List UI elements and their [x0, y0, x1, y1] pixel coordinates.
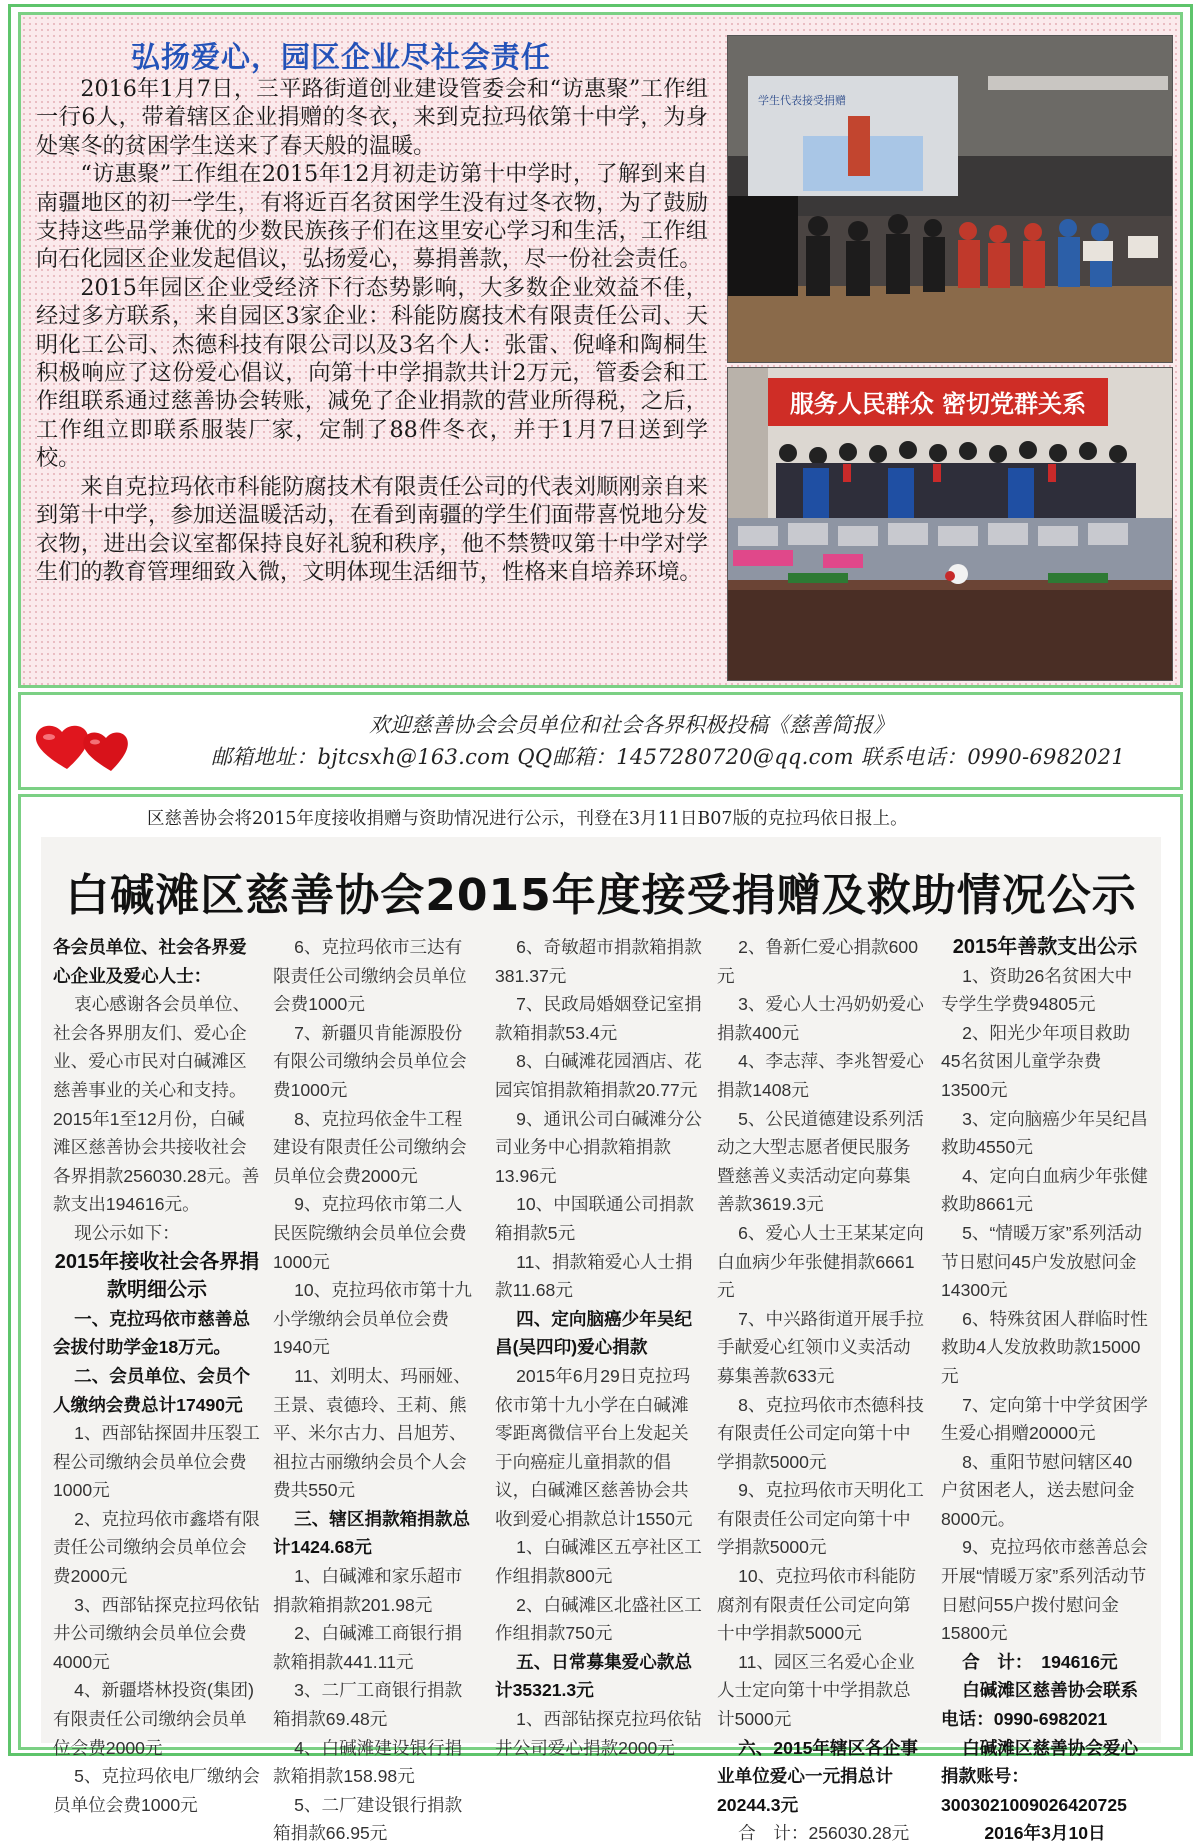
- article-body: [36, 75, 708, 586]
- notice-entry: 2、白碱滩区北盛社区工作组捐款750元: [495, 1594, 702, 1644]
- hearts-icon: [29, 715, 149, 775]
- notice-entry: 1、资助26名贫困大中专学生学费94805元: [941, 965, 1133, 1015]
- notice-entry: 六、2015年辖区各企事业单位爱心一元捐总计20244.3元: [717, 1737, 918, 1815]
- submission-invite: 欢迎慈善协会会员单位和社会各界积极投稿《慈善简报》: [369, 713, 894, 737]
- article-paragraph: 2016年1月7日，三平路街道创业建设管委会和“访惠聚”工作组一行6人，带着辖区企业捐赠的冬衣，来到克拉玛依第十中学，为身处寒冬的贫困学生送来了春天般的温暖。: [36, 76, 708, 159]
- notice-entry: 2015年善款支出公示: [952, 936, 1138, 958]
- notice-entry: 4、新疆塔林投资(集团)有限责任公司缴纳会员单位会费2000元: [53, 1680, 254, 1758]
- donation-ceremony-photo: [727, 35, 1173, 363]
- notice-entry: 11、园区三名爱心企业人士定向第十中学捐款总计5000元: [717, 1651, 915, 1730]
- notice-entry: 8、白碱滩花园酒店、花园宾馆捐款箱捐款20.77元: [495, 1051, 702, 1100]
- notice-entry: 10、中国联通公司捐款箱捐款5元: [495, 1194, 695, 1243]
- notice-entry: 各会员单位、社会各界爱心企业及爱心人士：: [53, 937, 247, 986]
- article-paragraph: 来自克拉玛依市科能防腐技术有限责任公司的代表刘顺刚亲自来到第十中学，参加送温暖活动，在看到南疆的学生们面带喜悦地分发衣物，进出会议室都保持良好礼貌和秩序，他不禁赞叹第十中学对学生们的教育管理细致入微，文明体现生活细节，性格来自培养环境。: [36, 473, 708, 585]
- notice-entry: 3、爱心人士冯奶奶爱心捐款400元: [717, 994, 924, 1043]
- contact-section: [18, 692, 1183, 790]
- notice-entry: 10、克拉玛依市科能防腐剂有限责任公司定向第十中学捐款5000元: [717, 1566, 917, 1644]
- notice-entry: 2015年接收社会各界捐款明细公示: [54, 1250, 260, 1302]
- notice-entry: 2015年6月29日克拉玛依市第十九小学在白碱滩零距离微信平台上发起关于向癌症儿童捐款的倡议，白碱滩区慈善协会共收到爱心捐款总计1550元: [495, 1365, 693, 1529]
- notice-entry: 五、日常募集爱心款总计35321.3元: [495, 1651, 693, 1701]
- notice-entry: 三、辖区捐款箱捐款总计1424.68元: [273, 1508, 471, 1558]
- notice-entry: 合 计：256030.28元: [738, 1823, 910, 1844]
- notice-entry: 9、通讯公司白碱滩分公司业务中心捐款箱捐款13.96元: [495, 1108, 702, 1186]
- notice-entry: 现公示如下：: [74, 1222, 180, 1243]
- notice-entry: 2、鲁新仁爱心捐款600元: [717, 937, 918, 986]
- notice-entry: 5、公民道德建设系列活动之大型志愿者便民服务暨慈善义卖活动定向募集善款3619.3元: [717, 1108, 924, 1215]
- contact-info: 邮箱地址：bjtcsxh@163.com QQ邮箱：1457280720@qq.com 联系电话：0990-6982021: [211, 745, 1126, 769]
- notice-entry: 11、刘明太、玛丽娅、王景、袁德玲、王莉、熊平、米尔古力、吕旭芳、祖拉古丽缴纳会员个人会费共550元: [273, 1365, 471, 1501]
- article-title: 弘扬爱心，园区企业尽社会责任: [131, 40, 552, 74]
- notice-title: 白碱滩区慈善协会2015年度接受捐赠及救助情况公示: [65, 870, 1137, 921]
- notice-entry: 衷心感谢各会员单位、社会各界朋友们、爱心企业、爱心市民对白碱滩区慈善事业的关心和支持。2015年1至12月份，白碱滩区慈善协会共接收社会各界捐款256030.28元。善款支出194616元。: [53, 994, 260, 1215]
- notice-entry: 6、特殊贫困人群临时性救助4人发放救助款15000元: [941, 1308, 1148, 1386]
- notice-entry: 1、西部钻探固井压裂工程公司缴纳会员单位会费1000元: [53, 1423, 260, 1501]
- notice-entry: 白碱滩区慈善协会联系电话：0990-6982021: [941, 1680, 1139, 1730]
- notice-entry: 2016年3月10日: [984, 1823, 1106, 1844]
- notice-entry: 3、定向脑癌少年吴纪昌救助4550元: [941, 1108, 1148, 1158]
- notice-entry: 11、捐款箱爱心人士捐款11.68元: [495, 1251, 693, 1301]
- notice-column-4: [717, 933, 925, 1848]
- notice-entry: 8、克拉玛依市杰德科技有限责任公司定向第十中学捐款5000元: [717, 1394, 924, 1472]
- notice-entry: 7、新疆贝肯能源股份有限公司缴纳会员单位会费1000元: [273, 1022, 467, 1100]
- article-section: [18, 12, 1183, 688]
- notice-entry: 6、克拉玛依市三达有限责任公司缴纳会员单位会费1000元: [273, 937, 467, 1015]
- notice-entry: 6、奇敏超市捐款箱捐款381.37元: [495, 937, 702, 986]
- notice-entry: 7、中兴路街道开展手拉手献爱心红领巾义卖活动募集善款633元: [717, 1308, 924, 1386]
- notice-entry: 四、定向脑癌少年吴纪昌(吴四印)爱心捐款: [495, 1308, 693, 1358]
- notice-entry: 4、白碱滩建设银行捐款箱捐款158.98元: [273, 1737, 463, 1787]
- notice-column-2: [273, 933, 479, 1848]
- notice-entry: 8、重阳节慰问辖区40户贫困老人，送去慰问金8000元。: [941, 1451, 1135, 1529]
- notice-entry: 4、李志萍、李兆智爱心捐款1408元: [717, 1051, 924, 1100]
- notice-entry: 一、克拉玛依市慈善总会拔付助学金18万元。: [53, 1308, 251, 1358]
- notice-section: [18, 794, 1183, 1844]
- notice-entry: 7、民政局婚姻登记室捐款箱捐款53.4元: [495, 994, 702, 1043]
- notice-entry: 3、二厂工商银行捐款箱捐款69.48元: [273, 1680, 463, 1730]
- notice-entry: 1、白碱滩和家乐超市捐款箱捐款201.98元: [273, 1566, 463, 1615]
- notice-entry: 6、爱心人士王某某定向白血病少年张健捐款6661元: [717, 1222, 924, 1301]
- notice-entry: 2、克拉玛依市鑫塔有限责任公司缴纳会员单位会费2000元: [53, 1508, 260, 1587]
- notice-entry: 9、克拉玛依市慈善总会开展“情暖万家”系列活动节日慰问55户拨付慰问金15800元: [941, 1537, 1148, 1644]
- notice-column-3: [495, 933, 703, 1762]
- notice-entry: 5、“情暖万家”系列活动节日慰问45户发放慰问金14300元: [941, 1222, 1142, 1301]
- notice-entry: 3、西部钻探克拉玛依钻井公司缴纳会员单位会费4000元: [53, 1594, 260, 1672]
- notice-intro: 区慈善协会将2015年度接收捐赠与资助情况进行公示，刊登在3月11日B07版的克拉玛依日报上。: [147, 809, 908, 829]
- notice-entry: 4、定向白血病少年张健救助8661元: [941, 1165, 1148, 1215]
- notice-entry: 9、克拉玛依市第二人民医院缴纳会员单位会费1000元: [273, 1194, 467, 1272]
- notice-entry: 9、克拉玛依市天明化工有限责任公司定向第十中学捐款5000元: [717, 1480, 924, 1558]
- notice-entry: 8、克拉玛依金牛工程建设有限责任公司缴纳会员单位会费2000元: [273, 1108, 467, 1186]
- notice-entry: 1、西部钻探克拉玛依钻井公司爱心捐款2000元: [495, 1709, 702, 1758]
- notice-entry: 2、白碱滩工商银行捐款箱捐款441.11元: [273, 1623, 463, 1672]
- notice-entry: 7、定向第十中学贫困学生爱心捐赠20000元: [941, 1394, 1148, 1444]
- notice-entry: 1、白碱滩区五亭社区工作组捐款800元: [495, 1537, 702, 1587]
- notice-column-1: [53, 933, 261, 1819]
- notice-entry: 2、阳光少年项目救助45名贫困儿童学杂费13500元: [941, 1022, 1131, 1100]
- newspaper-clipping: [41, 837, 1161, 1844]
- banner-text: 服务人民群众 密切党群关系: [789, 390, 1087, 418]
- notice-column-5: [941, 933, 1149, 1848]
- article-paragraph: 2015年园区企业受经济下行态势影响，大多数企业效益不佳，经过多方联系，来自园区3家企业：科能防腐技术有限责任公司、天明化工公司、杰德科技有限公司以及3名个人：张雷、倪峰和陶桐生积极响应了这份爱心倡议，向第十中学捐款共计2万元，管委会和工作组联系通过慈善协会转账，减免了企业捐款的营业所得税，之后，工作组立即联系服装厂家，定制了88件冬衣，并于1月7日送到学校。: [36, 274, 708, 472]
- notice-entry: 白碱滩区慈善协会爱心捐款账号：3003021009026420725: [941, 1737, 1139, 1815]
- slide-caption: 学生代表接受捐赠: [758, 94, 846, 107]
- group-photo: [727, 367, 1173, 681]
- notice-entry: 合 计： 194616元: [962, 1651, 1118, 1672]
- notice-entry: 5、克拉玛依电厂缴纳会员单位会费1000元: [53, 1766, 260, 1815]
- notice-entry: 5、二厂建设银行捐款箱捐款66.95元: [273, 1794, 463, 1844]
- article-paragraph: “访惠聚”工作组在2015年12月初走访第十中学时，了解到来自南疆地区的初一学生，有将近百名贫困学生没有过冬衣物，为了鼓励支持这些品学兼优的少数民族孩子们在这里安心学习和生活，工作组向石化园区企业发起倡议，弘扬爱心，募捐善款，尽一份社会责任。: [36, 161, 708, 273]
- notice-entry: 10、克拉玛依市第十九小学缴纳会员单位会费1940元: [273, 1280, 473, 1358]
- notice-entry: 二、会员单位、会员个人缴纳会费总计17490元: [53, 1365, 251, 1415]
